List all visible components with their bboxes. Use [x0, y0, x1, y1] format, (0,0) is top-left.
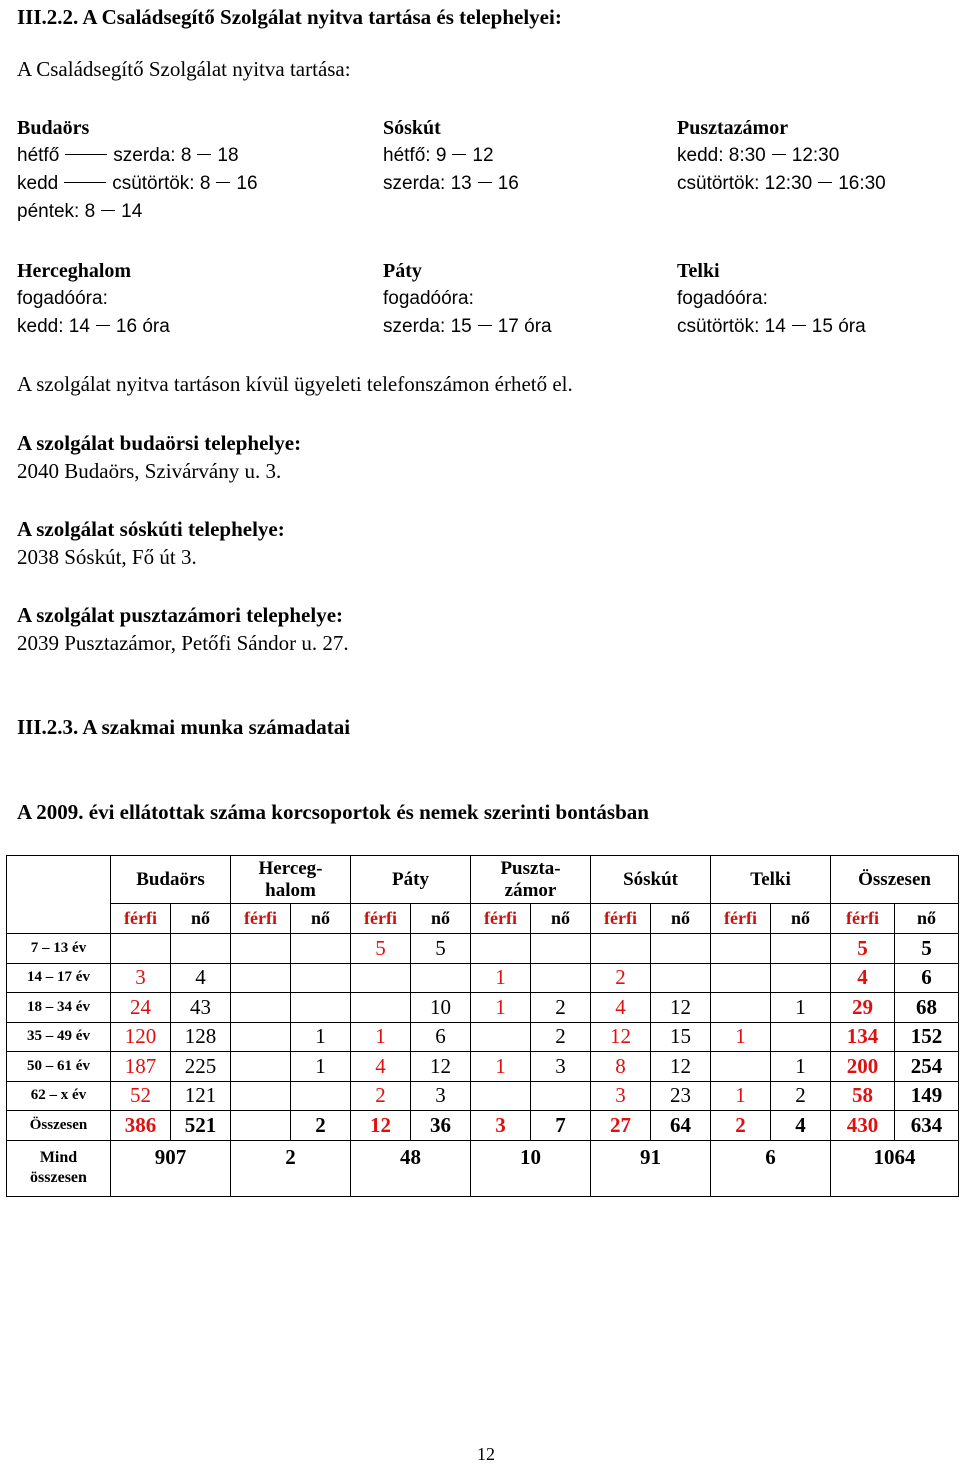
table-cell — [531, 1081, 591, 1111]
grand-total-value: 10 — [471, 1140, 591, 1196]
table-cell: 225 — [171, 1052, 231, 1082]
group-header: Összesen — [831, 856, 959, 904]
table-cell: 386 — [111, 1111, 171, 1141]
table-cell: 1 — [771, 993, 831, 1023]
female-header: nő — [531, 904, 591, 934]
hours-paty — [383, 257, 552, 341]
table-cell: 3 — [531, 1052, 591, 1082]
location-name: Páty — [383, 260, 422, 282]
table-cell: 1 — [471, 1052, 531, 1082]
location-name: Herceghalom — [17, 260, 132, 282]
table-cell: 5 — [895, 934, 959, 964]
grand-total-value: 2 — [231, 1140, 351, 1196]
table-cell: 200 — [831, 1052, 895, 1082]
on-call-note: A szolgálat nyitva tartáson kívül ügyeleti telefonszámon érhető el. — [17, 372, 573, 396]
table-cell: 187 — [111, 1052, 171, 1082]
hours-line: kedd: 8:30 12:30 — [677, 145, 840, 166]
hours-line: csütörtök: 12:30 16:30 — [677, 173, 886, 194]
male-header: férfi — [111, 904, 171, 934]
table-cell: 24 — [111, 993, 171, 1023]
site-address: 2039 Pusztazámor, Petőfi Sándor u. 27. — [17, 631, 349, 655]
hours-line: fogadóóra: — [17, 288, 108, 309]
table-cell — [711, 993, 771, 1023]
male-header: férfi — [711, 904, 771, 934]
table-cell: 15 — [651, 1022, 711, 1052]
grand-total-value: 907 — [111, 1140, 231, 1196]
grand-total-row — [7, 1140, 959, 1196]
table-cell: 634 — [895, 1111, 959, 1141]
table-cell: 120 — [111, 1022, 171, 1052]
table-cell: 12 — [651, 993, 711, 1023]
row-label: 7 – 13 év — [7, 934, 111, 964]
row-label: Összesen — [7, 1111, 111, 1141]
group-header: Páty — [351, 856, 471, 904]
table-cell — [531, 934, 591, 964]
hours-line: kedd: 14 16 óra — [17, 316, 170, 337]
table-cell — [231, 1022, 291, 1052]
female-header: nő — [895, 904, 959, 934]
grand-total-value: 6 — [711, 1140, 831, 1196]
row-label: 50 – 61 év — [7, 1052, 111, 1082]
table-cell: 2 — [711, 1111, 771, 1141]
table-cell — [111, 934, 171, 964]
group-header: Herceg- halom — [231, 856, 351, 904]
table-cell: 1 — [711, 1022, 771, 1052]
site-title: A szolgálat budaörsi telephelye: — [17, 431, 302, 455]
female-header: nő — [171, 904, 231, 934]
table-cell — [771, 963, 831, 993]
table-cell — [291, 1081, 351, 1111]
hours-line: szerda: 15 17 óra — [383, 316, 552, 337]
table-cell: 1 — [471, 993, 531, 1023]
table-cell — [711, 1052, 771, 1082]
table-row — [7, 1111, 959, 1141]
site-budaors — [17, 429, 301, 485]
table-cell — [231, 1052, 291, 1082]
male-header: férfi — [231, 904, 291, 934]
location-name: Budaörs — [17, 117, 90, 139]
table-cell: 29 — [831, 993, 895, 1023]
table-cell: 7 — [531, 1111, 591, 1141]
hours-line: hétfő szerda: 8 18 — [17, 145, 239, 166]
row-label: 62 – x év — [7, 1081, 111, 1111]
grand-total-value: 48 — [351, 1140, 471, 1196]
table-caption: A 2009. évi ellátottak száma korcsoportok és nemek szerinti bontásban — [17, 800, 649, 824]
table-cell: 1 — [711, 1081, 771, 1111]
table-cell: 4 — [171, 963, 231, 993]
row-label: 14 – 17 év — [7, 963, 111, 993]
table-cell: 2 — [771, 1081, 831, 1111]
hours-budaors — [17, 114, 258, 226]
row-label: Mind összesen — [7, 1140, 111, 1196]
group-header: Telki — [711, 856, 831, 904]
table-cell: 6 — [895, 963, 959, 993]
table-cell — [531, 963, 591, 993]
table-cell: 128 — [171, 1022, 231, 1052]
table-cell — [771, 934, 831, 964]
hours-herceghalom — [17, 257, 170, 341]
table-cell: 3 — [411, 1081, 471, 1111]
table-cell: 12 — [651, 1052, 711, 1082]
table-cell: 152 — [895, 1022, 959, 1052]
table-cell: 2 — [291, 1111, 351, 1141]
section-title: III.2.2. A Családsegítő Szolgálat nyitva tartása és telephelyei: — [17, 5, 562, 29]
hours-soskut — [383, 114, 519, 198]
table-cell: 3 — [471, 1111, 531, 1141]
male-header: férfi — [831, 904, 895, 934]
table-cell — [351, 963, 411, 993]
male-header: férfi — [351, 904, 411, 934]
section2-title: III.2.3. A szakmai munka számadatai — [17, 715, 351, 739]
opening-hours-subtitle: A Családsegítő Szolgálat nyitva tartása: — [17, 57, 351, 81]
site-pusztazamor — [17, 601, 349, 657]
table-cell: 5 — [411, 934, 471, 964]
table-cell — [471, 934, 531, 964]
grand-total-value: 1064 — [831, 1140, 959, 1196]
table-cell: 52 — [111, 1081, 171, 1111]
table-cell — [771, 1022, 831, 1052]
table-cell: 36 — [411, 1111, 471, 1141]
table-cell: 254 — [895, 1052, 959, 1082]
table-cell — [351, 993, 411, 1023]
row-label: 18 – 34 év — [7, 993, 111, 1023]
table-cell: 2 — [531, 993, 591, 1023]
hours-line: szerda: 13 16 — [383, 173, 519, 194]
table-cell — [711, 963, 771, 993]
table-cell — [231, 963, 291, 993]
table-cell: 2 — [591, 963, 651, 993]
table-cell: 43 — [171, 993, 231, 1023]
table-cell: 6 — [411, 1022, 471, 1052]
table-cell: 430 — [831, 1111, 895, 1141]
table-cell: 149 — [895, 1081, 959, 1111]
hours-pusztazamor — [677, 114, 886, 198]
table-cell — [651, 934, 711, 964]
table-cell: 12 — [351, 1111, 411, 1141]
female-header: nő — [771, 904, 831, 934]
table-cell: 12 — [411, 1052, 471, 1082]
grand-total-value: 91 — [591, 1140, 711, 1196]
table-cell: 27 — [591, 1111, 651, 1141]
stats-table — [6, 855, 959, 1197]
table-cell — [231, 934, 291, 964]
table-cell — [471, 1081, 531, 1111]
table-cell: 4 — [771, 1111, 831, 1141]
table-cell: 1 — [471, 963, 531, 993]
table-cell: 2 — [531, 1022, 591, 1052]
site-title: A szolgálat sóskúti telephelye: — [17, 517, 285, 541]
site-title: A szolgálat pusztazámori telephelye: — [17, 603, 344, 627]
table-cell: 4 — [831, 963, 895, 993]
table-cell — [291, 934, 351, 964]
site-address: 2038 Sóskút, Fő út 3. — [17, 545, 197, 569]
table-row — [7, 993, 959, 1023]
table-cell: 68 — [895, 993, 959, 1023]
table-cell — [231, 1081, 291, 1111]
male-header: férfi — [471, 904, 531, 934]
table-cell: 8 — [591, 1052, 651, 1082]
table-cell: 3 — [111, 963, 171, 993]
table-cell: 5 — [351, 934, 411, 964]
male-header: férfi — [591, 904, 651, 934]
table-row — [7, 934, 959, 964]
table-cell: 64 — [651, 1111, 711, 1141]
location-name: Telki — [677, 260, 720, 282]
table-cell: 4 — [351, 1052, 411, 1082]
table-cell: 5 — [831, 934, 895, 964]
table-cell — [411, 963, 471, 993]
table-row — [7, 1081, 959, 1111]
table-cell — [471, 1022, 531, 1052]
table-cell — [231, 993, 291, 1023]
table-cell — [231, 1111, 291, 1141]
table-row — [7, 1052, 959, 1082]
table-cell: 521 — [171, 1111, 231, 1141]
table-cell: 58 — [831, 1081, 895, 1111]
group-header: Budaörs — [111, 856, 231, 904]
table-row — [7, 963, 959, 993]
table-cell: 2 — [351, 1081, 411, 1111]
hours-line: hétfő: 9 12 — [383, 145, 494, 166]
hours-telki — [677, 257, 866, 341]
group-header: Puszta- zámor — [471, 856, 591, 904]
table-cell: 1 — [291, 1052, 351, 1082]
table-cell — [291, 993, 351, 1023]
hours-line: csütörtök: 14 15 óra — [677, 316, 866, 337]
table-cell: 23 — [651, 1081, 711, 1111]
table-cell: 134 — [831, 1022, 895, 1052]
female-header: nő — [291, 904, 351, 934]
table-cell: 12 — [591, 1022, 651, 1052]
table-cell — [171, 934, 231, 964]
table-header-gender — [7, 904, 959, 934]
location-name: Sóskút — [383, 117, 441, 139]
table-cell: 1 — [771, 1052, 831, 1082]
hours-line: péntek: 8 14 — [17, 201, 143, 222]
table-cell: 1 — [351, 1022, 411, 1052]
site-soskut — [17, 515, 285, 571]
table-cell — [291, 963, 351, 993]
table-header-groups — [7, 856, 959, 904]
table-cell: 10 — [411, 993, 471, 1023]
table-cell — [711, 934, 771, 964]
hours-line: kedd csütörtök: 8 16 — [17, 173, 258, 194]
row-label: 35 – 49 év — [7, 1022, 111, 1052]
table-cell: 4 — [591, 993, 651, 1023]
site-address: 2040 Budaörs, Szivárvány u. 3. — [17, 459, 282, 483]
location-name: Pusztazámor — [677, 117, 789, 139]
table-cell — [651, 963, 711, 993]
page-number: 12 — [477, 1444, 495, 1464]
female-header: nő — [411, 904, 471, 934]
group-header: Sóskút — [591, 856, 711, 904]
hours-line: fogadóóra: — [383, 288, 474, 309]
table-row — [7, 1022, 959, 1052]
table-cell: 1 — [291, 1022, 351, 1052]
table-cell: 121 — [171, 1081, 231, 1111]
hours-line: fogadóóra: — [677, 288, 768, 309]
table-cell — [591, 934, 651, 964]
female-header: nő — [651, 904, 711, 934]
table-cell: 3 — [591, 1081, 651, 1111]
